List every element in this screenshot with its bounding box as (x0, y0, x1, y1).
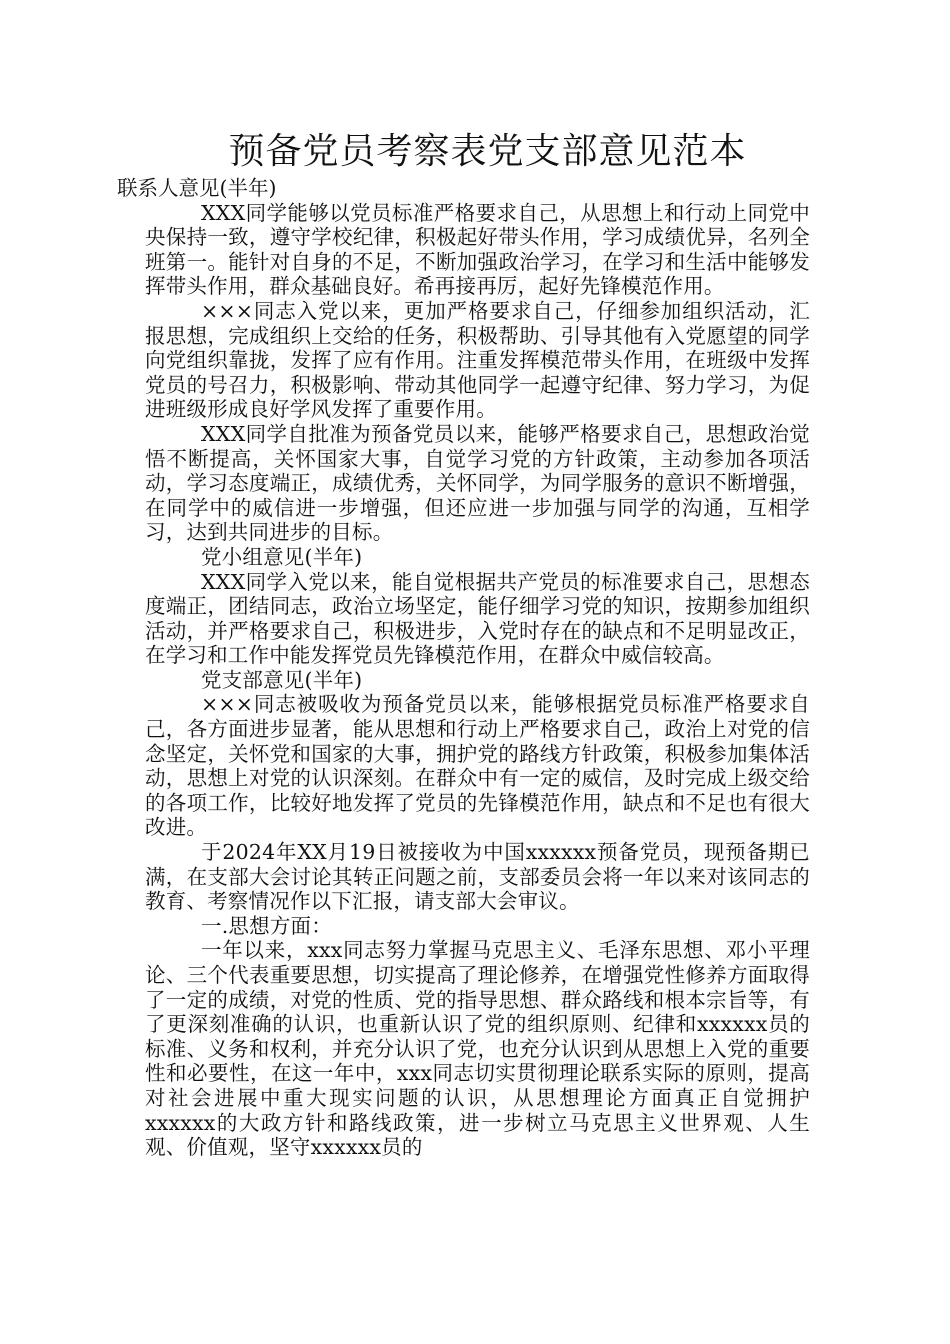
paragraph: XXX同学能够以党员标准严格要求自己，从思想上和行动上同党中央保持一致，遵守学校纪律，积极起好带头作用，学习成绩优异，名列全班第一。能针对自身的不足，不断加强政治学习，在学习和生活中能够发挥带头作用，群众基础良好。希再接再厉，起好先锋模范作用。 (145, 200, 810, 299)
paragraph: ×××同志被吸收为预备党员以来，能够根据党员标准严格要求自己，各方面进步显著，能从思想和行动上严格要求自己，政治上对党的信念坚定，关怀党和国家的大事，拥护党的路线方针政策，积极参加集体活动，思想上对党的认识深刻。在群众中有一定的威信，及时完成上级交给的各项工作，比较好地发挥了党员的先锋模范作用，缺点和不足也有很大改进。 (145, 692, 810, 840)
document-page (117, 128, 810, 1160)
paragraph: ×××同志入党以来，更加严格要求自己，仔细参加组织活动，汇报思想，完成组织上交给的任务，积极帮助、引导其他有入党愿望的同学向党组织靠拢，发挥了应有作用。注重发挥模范带头作用，在班级中发挥党员的号召力，积极影响、带动其他同学一起遵守纪律、努力学习，为促进班级形成良好学风发挥了重要作用。 (145, 298, 810, 422)
document-body (117, 176, 810, 1160)
paragraph: 于2024年XX月19日被接收为中国xxxxxx预备党员，现预备期已满，在支部大会讨论其转正问题之前，支部委员会将一年以来对该同志的教育、考察情况作以下汇报，请支部大会审议。 (145, 840, 810, 914)
paragraph: XXX同学自批准为预备党员以来，能够严格要求自己，思想政治觉悟不断提高，关怀国家大事，自觉学习党的方针政策，主动参加各项活动，学习态度端正，成绩优秀，关怀同学，为同学服务的意识不断增强，在同学中的威信进一步增强，但还应进一步加强与同学的沟通，互相学习，达到共同进步的目标。 (145, 421, 810, 545)
document-title: 预备党员考察表党支部意见范本 (228, 131, 747, 172)
paragraph: 一年以来，xxx同志努力掌握马克思主义、毛泽东思想、邓小平理论、三个代表重要思想，切实提高了理论修养，在增强党性修养方面取得了一定的成绩，对党的性质、党的指导思想、群众路线和根本宗旨等，有了更深刻准确的认识，也重新认识了党的组织原则、纪律和xxxxxx员的标准、义务和权利，并充分认识了党，也充分认识到从思想上入党的重要性和必要性，在这一年中，xxx同志切实贯彻理论联系实际的原则，提高对社会进展中重大现实问题的认识，从思想理论方面真正自觉拥护xxxxxx的大政方针和路线政策，进一步树立马克思主义世界观、人生观、价值观，坚守xxxxxx员的 (145, 938, 810, 1160)
section-heading-ideology: 一.思想方面： (201, 913, 332, 938)
section-heading-party-group-opinion: 党小组意见(半年) (201, 544, 363, 569)
paragraph: XXX同学入党以来，能自觉根据共产党员的标准要求自己，思想态度端正，团结同志，政治立场坚定，能仔细学习党的知识，按期参加组织活动，并严格要求自己，积极进步，入党时存在的缺点和不足明显改正，在学习和工作中能发挥党员先锋模范作用，在群众中威信较高。 (145, 569, 810, 668)
section-heading-party-branch-opinion: 党支部意见(半年) (201, 667, 363, 692)
section-heading-contact-opinion: 联系人意见(半年) (117, 176, 277, 200)
